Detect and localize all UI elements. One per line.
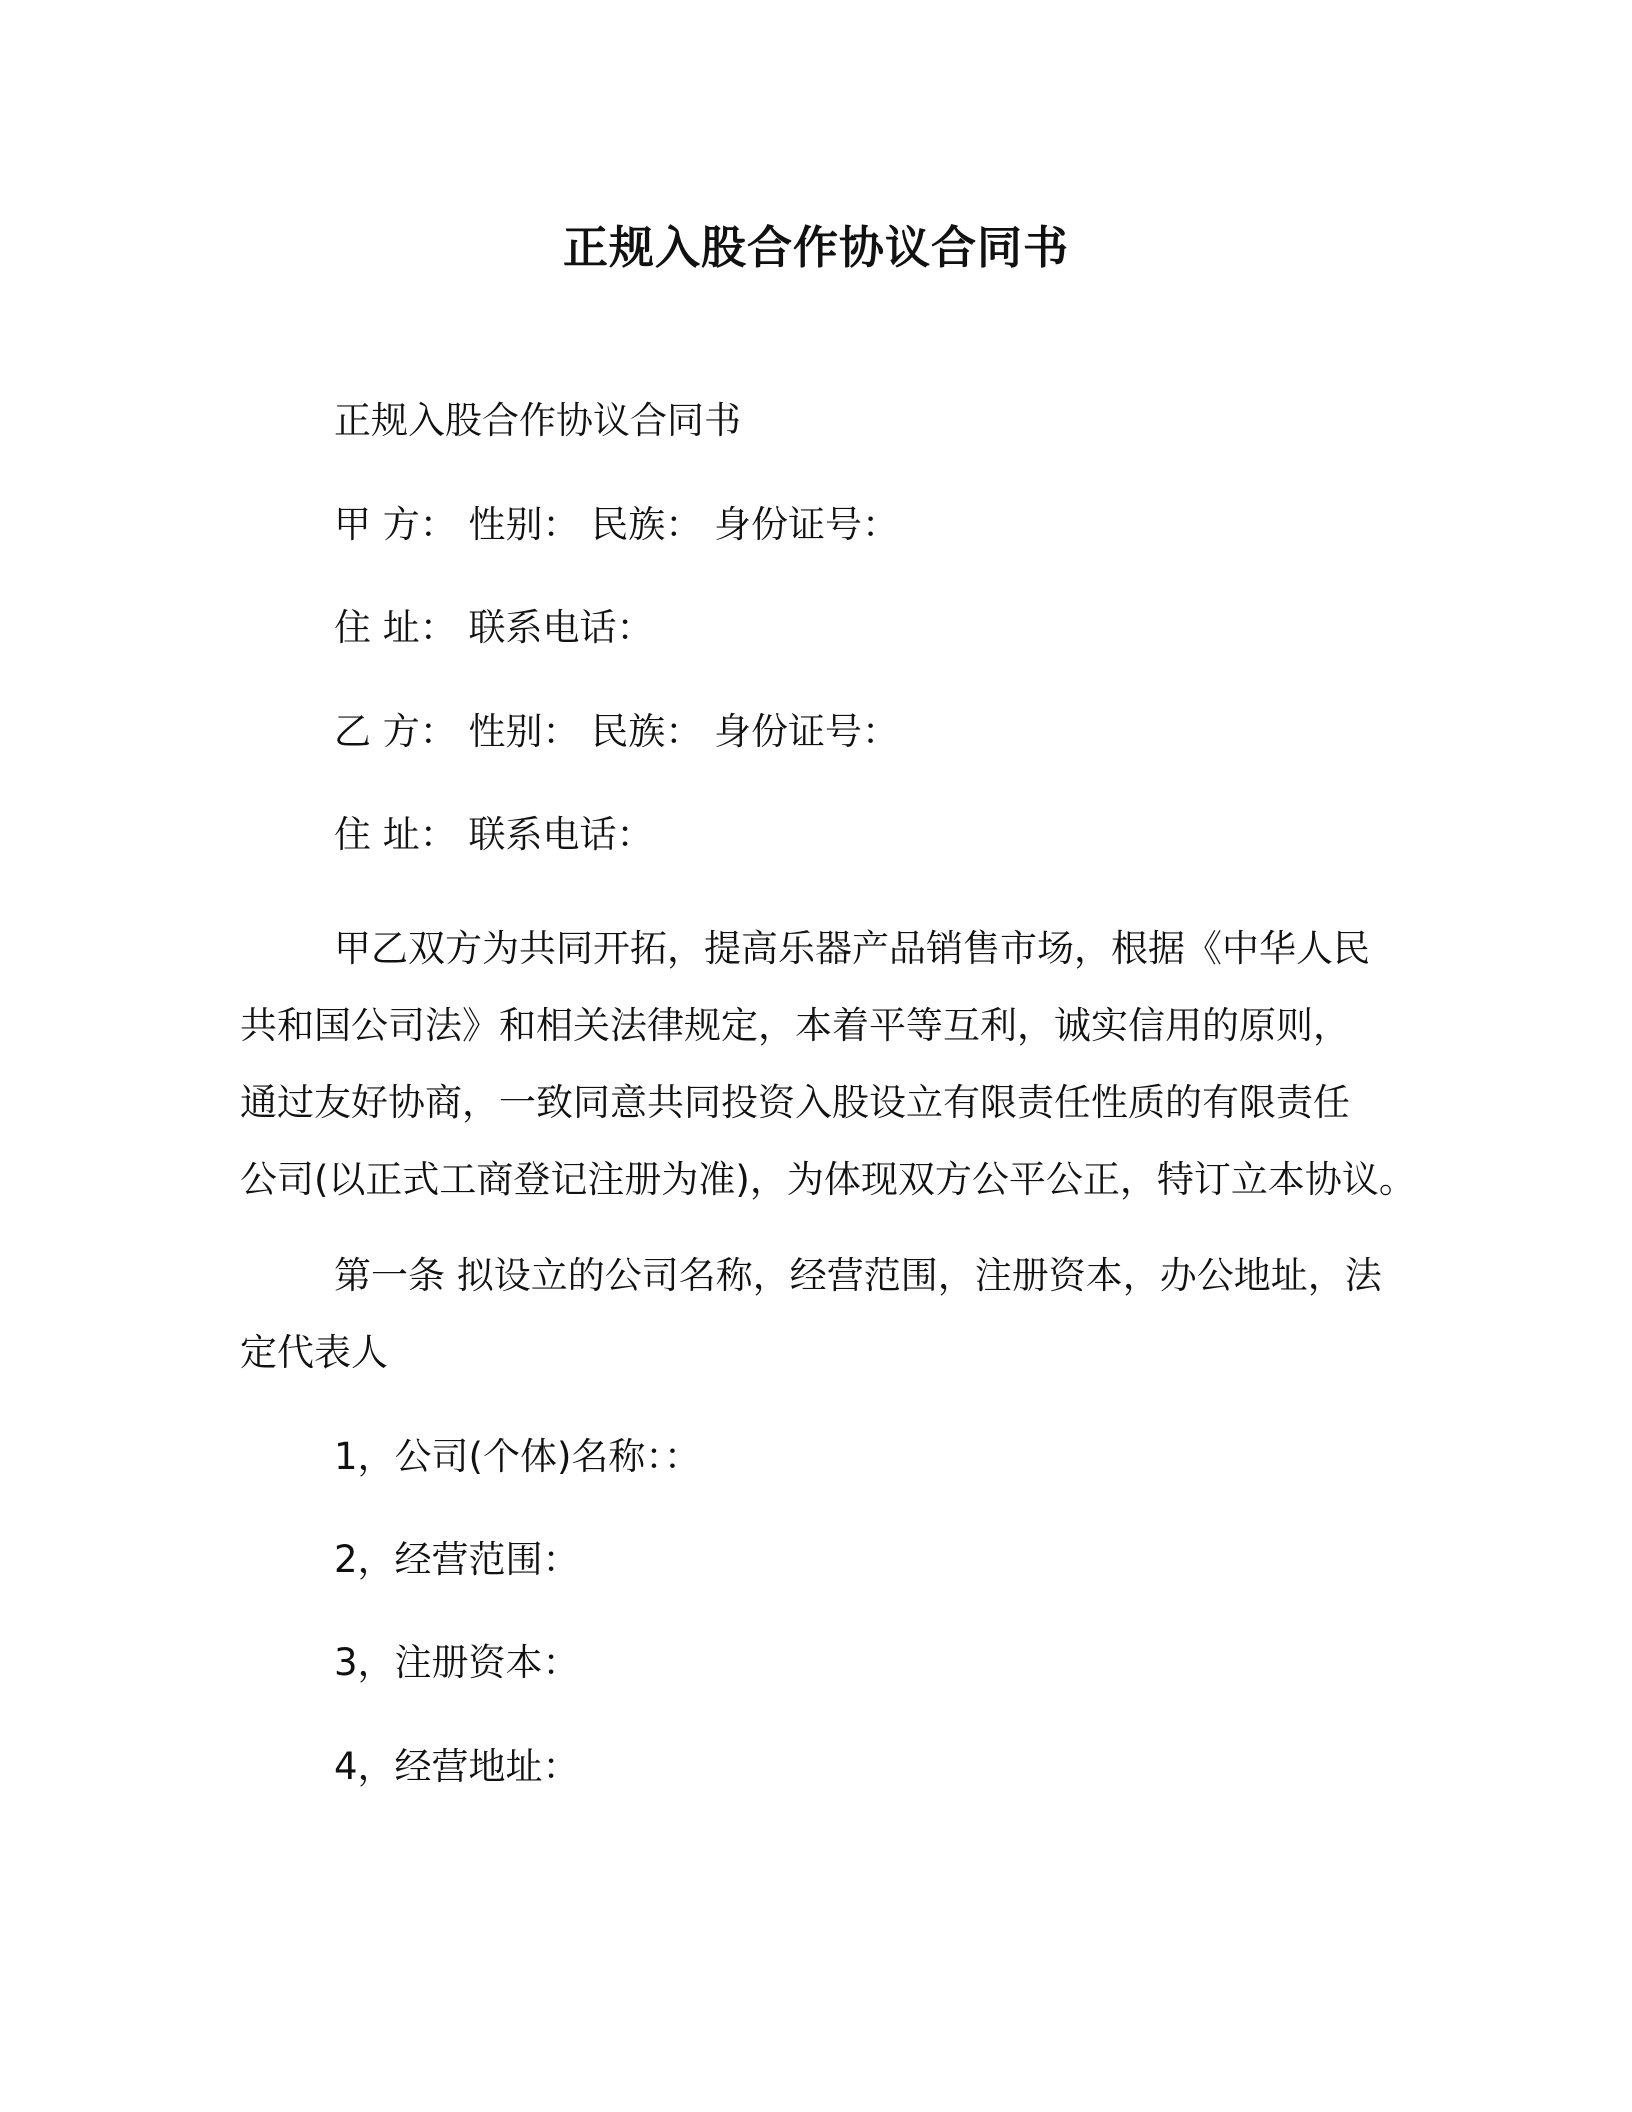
party-a-info: 甲 方： 性别： 民族： 身份证号： — [334, 503, 900, 546]
party-b-address: 住 址： 联系电话： — [334, 813, 654, 856]
article-1-paragraph — [240, 1237, 1400, 1391]
party-b-info: 乙 方： 性别： 民族： 身份证号： — [334, 710, 900, 753]
intro-paragraph — [240, 910, 1416, 1218]
party-a-address: 住 址： 联系电话： — [334, 606, 654, 649]
intro-line: 甲乙双方为共同开拓，提高乐器产品销售市场，根据《中华人民 — [334, 927, 1370, 970]
intro-line: 通过友好协商，一致同意共同投资入股设立有限责任性质的有限责任 — [240, 1081, 1350, 1124]
list-item: 1，公司(个体)名称：： — [334, 1435, 701, 1478]
intro-line: 共和国公司法》和相关法律规定，本着平等互利，诚实信用的原则， — [240, 1004, 1350, 1047]
article-line: 定代表人 — [240, 1331, 388, 1374]
list-item: 3，注册资本： — [334, 1641, 580, 1684]
intro-line: 公司(以正式工商登记注册为准)，为体现双方公平公正，特订立本协议。 — [240, 1158, 1416, 1201]
document-title: 正规入股合作协议合同书 — [562, 221, 1069, 274]
article-line: 第一条 拟设立的公司名称，经营范围，注册资本，办公地址，法 — [334, 1254, 1382, 1297]
list-item: 4，经营地址： — [334, 1745, 580, 1788]
document-subtitle: 正规入股合作协议合同书 — [334, 399, 741, 442]
list-item: 2，经营范围： — [334, 1538, 580, 1581]
